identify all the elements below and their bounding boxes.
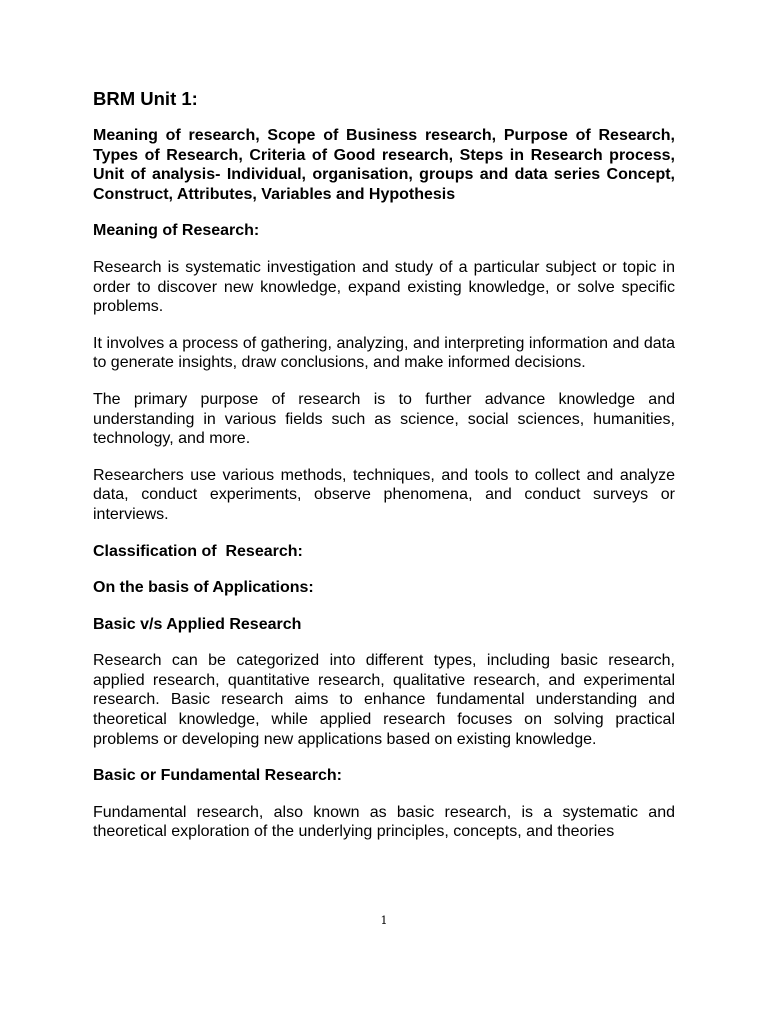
heading-meaning-of-research: Meaning of Research: xyxy=(93,222,260,240)
heading-basic-research: Basic or Fundamental Research: xyxy=(93,767,342,785)
heading-basis-of-applications: On the basis of Applications: xyxy=(93,579,314,597)
paragraph: Research can be categorized into different types, including basic research, applied research, quantitative research, qualitative research, and experimental research. Basic research aims to enhance fundamental understanding and theoretical knowledge, while applied research focuses on solving practical problems or developing new applications based on existing knowledge. xyxy=(93,652,675,748)
page-number: 1 xyxy=(380,914,388,927)
paragraph: Fundamental research, also known as basic research, is a systematic and theoretical exploration of the underlying principles, concepts, and theories xyxy=(93,803,675,841)
heading-basic-vs-applied: Basic v/s Applied Research xyxy=(93,615,302,633)
paragraph: It involves a process of gathering, analyzing, and interpreting information and data to generate insights, draw conclusions, and make informed decisions. xyxy=(93,334,675,372)
heading-classification: Classification of Research: xyxy=(93,542,303,560)
paragraph: Researchers use various methods, techniques, and tools to collect and analyze data, conduct experiments, observe phenomena, and conduct surveys or interviews. xyxy=(93,466,675,523)
document-title: BRM Unit 1: xyxy=(93,88,198,109)
unit-topics: Meaning of research, Scope of Business research, Purpose of Research, Types of Research, Criteria of Good research, Steps in Research process, Unit of analysis- Individual, organisation, groups and data series Concept, Construct, Attributes, Variables and Hypothesis xyxy=(93,127,675,203)
paragraph: Research is systematic investigation and study of a particular subject or topic in order to discover new knowledge, expand existing knowledge, or solve specific problems. xyxy=(93,258,675,316)
document-page xyxy=(93,88,675,859)
paragraph: The primary purpose of research is to further advance knowledge and understanding in various fields such as science, social sciences, humanities, technology, and more. xyxy=(93,390,675,448)
